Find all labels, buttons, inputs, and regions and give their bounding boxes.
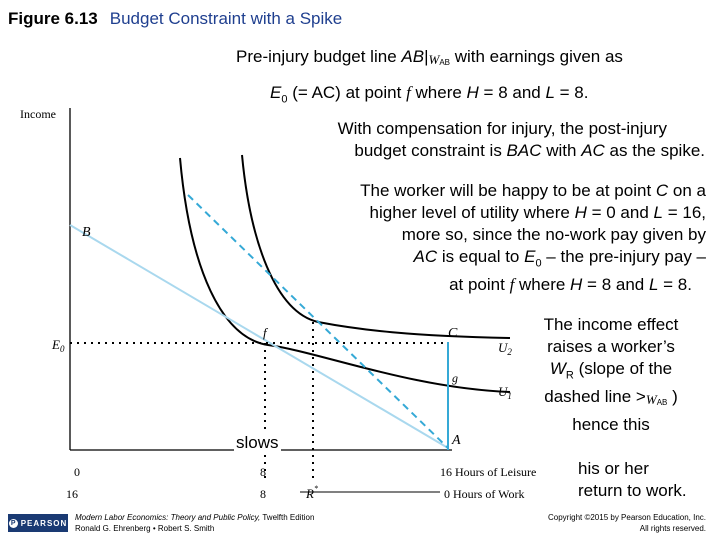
income-effect-note: The income effect raises a worker’s $W_R$ (slope of the dashed line >WAB ) hence this [543,315,679,435]
figure-name: Budget Constraint with a Spike [109,9,343,28]
point-g-label: g [452,371,458,385]
footer-copyright: Copyright ©2015 by Pearson Education, Inc. All rights reserved. [548,513,706,533]
point-c-label: C [448,326,458,341]
r-star-label: R* [306,484,318,501]
leisure-tick-8: 8 [260,465,266,479]
footer-citation: Modern Labor Economics: Theory and Public Policy, Twelfth Edition Ronald G. Ehrenberg • Robert S. Smith [75,513,315,533]
y-axis-label: Income [20,107,56,121]
point-f-label: f [263,325,267,340]
point-b-label: B [82,225,91,240]
leisure-axis-label: 16 Hours of Leisure [440,465,537,479]
pre-injury-note: Pre-injury budget line AB|WAB with earnings given as $E_0$ (= AC) at point f where H = 8 and L = 8. [236,47,623,106]
slows-text: slows [236,433,279,452]
figure-number: Figure 6.13 [8,9,98,28]
work-tick-16: 16 [66,487,78,501]
pearson-logo: P PEARSON [8,514,68,532]
e0-label: $E_0$ [52,337,65,354]
utility-note: The worker will be happy to be at point C on a higher level of utility where H = 0 and L = 16, more so, since the no-work pay given by AC is equal to $E_0$ – the pre-injury pay – at point f where H = 8 and L = 8. [360,181,706,295]
u2-label: $U_2$ [498,340,512,357]
u1-label: $U_1$ [498,384,512,401]
return-note: his or her return to work. [578,459,687,500]
pearson-mark-icon: P [9,519,18,528]
work-tick-8: 8 [260,487,266,501]
compensation-note: With compensation for injury, the post-injury budget constraint is BAC with AC as the spike. [337,119,705,160]
work-axis-label: 0 Hours of Work [444,487,525,501]
leisure-tick-0: 0 [74,465,80,479]
point-a-label: A [452,433,461,448]
